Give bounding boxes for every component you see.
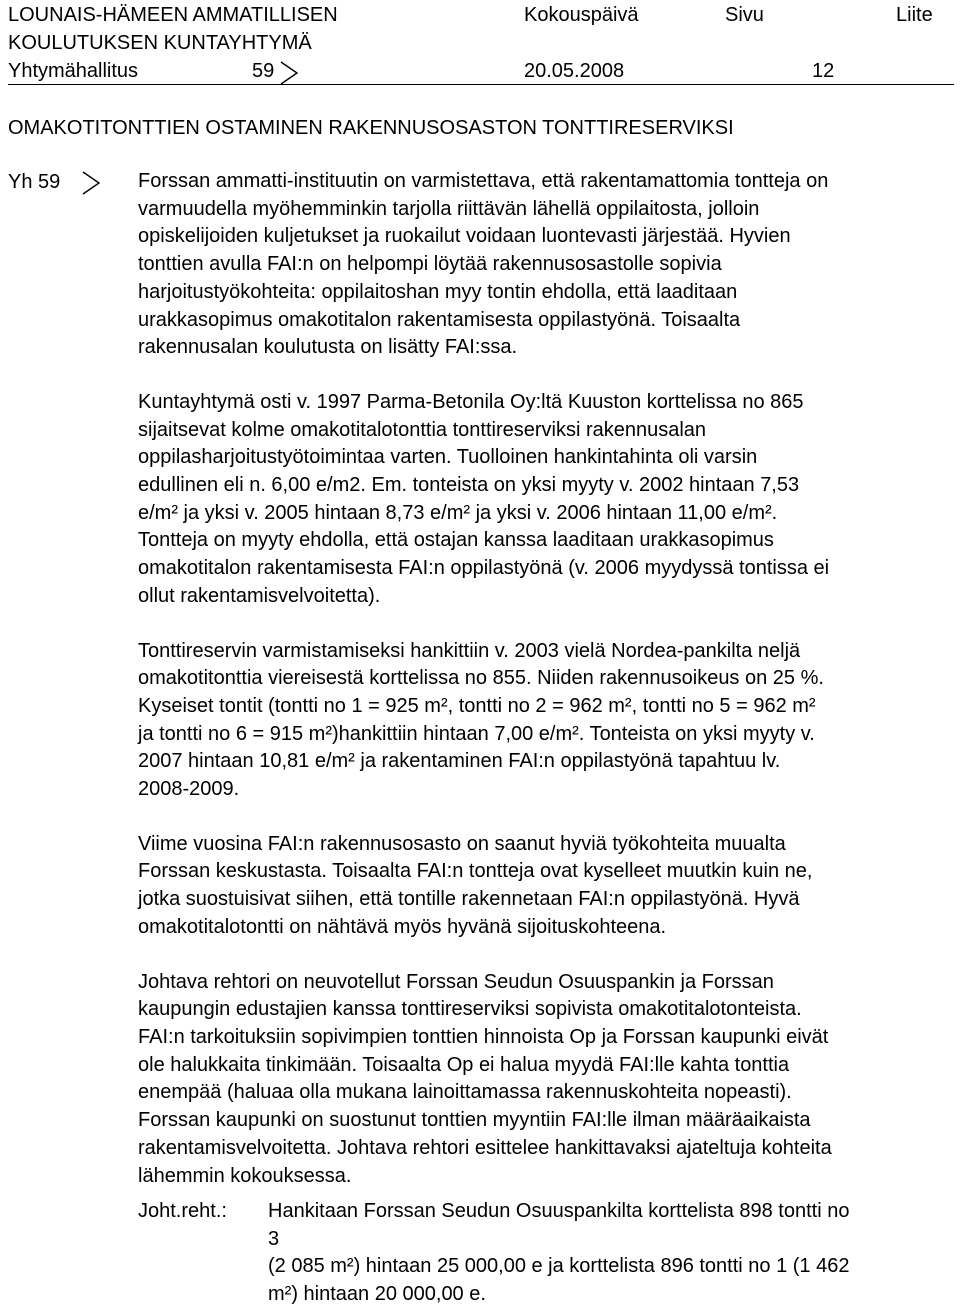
header-row-3 xyxy=(8,58,954,84)
org-name-line1: LOUNAIS-HÄMEEN AMMATILLISEN xyxy=(8,4,338,26)
section-id: Yh 59 xyxy=(8,171,61,193)
paragraph-1: Forssan ammatti-instituutin on varmistettava, että rakentamattomia tontteja on varmuudella myöhemminkin tarjolla riittävän lähellä oppilaitosta, jolloin opiskelijoiden kuljetukset ja ruokailut voidaan luontevasti järjestää. Hyvien tonttien avulla FAI:n on helpompi löytää rakennusosastolle sopivia harjoitustyökohteita: oppilaitoshan myy tontin ehdolla, että laaditaan urakkasopimus omakotitalon rakentamisesta oppilastyönä. Toisaalta rakennusalan koulutusta on lisätty FAI:ssa. xyxy=(138,170,829,359)
section-number: 59 xyxy=(252,60,275,82)
page-number: 12 xyxy=(812,60,835,82)
header-row-2 xyxy=(8,30,954,56)
page-label: Sivu xyxy=(725,4,764,26)
paragraph-3: Tonttireservin varmistamiseksi hankittiin v. 2003 vielä Nordea-pankilta neljä omakotitonttia viereisestä korttelissa no 855. Niiden rakennusoikeus on 25 %. Kyseiset tontit (tontti no 1 = 925 m², tontti no 2 = 962 m², tontti no 5 = 962 m² ja tontti no 6 = 915 m²)hankittiin hintaan 7,00 e/m². Tonteista on yksi myyty v. 2007 hintaan 10,81 e/m² ja rakentaminen FAI:n oppilastyönä tapahtuu lv. 2008-2009. xyxy=(138,639,824,801)
attachment-label: Liite xyxy=(896,4,933,26)
body-text xyxy=(138,168,960,1217)
meeting-date-label: Kokouspäivä xyxy=(524,4,639,26)
section-mark-icon xyxy=(80,170,102,196)
meeting-date: 20.05.2008 xyxy=(524,60,625,82)
section-mark-icon xyxy=(278,60,300,86)
decision-label: Joht.reht.: xyxy=(138,1200,227,1222)
document-title: OMAKOTITONTTIEN OSTAMINEN RAKENNUSOSASTON TONTTIRESERVIKSI xyxy=(8,117,734,139)
paragraph-2: Kuntayhtymä osti v. 1997 Parma-Betonila Oy:ltä Kuuston korttelissa no 865 sijaitsevat kolme omakotitalotonttia tonttireserviksi rakennusalan oppilasharjoitustyötoimintaa varten. Tuolloinen hankintahinta oli varsin edullinen eli n. 6,00 e/m2. Em. tonteista on yksi myyty v. 2002 hintaan 7,53 e/m² ja yksi v. 2005 hintaan 8,73 e/m² ja yksi v. 2006 hintaan 11,00 e/m². Tontteja on myyty ehdolla, että ostajan kanssa laaditaan urakkasopimus omakotitalon rakentamisesta FAI:n oppilastyönä (v. 2006 myydyssä tontissa ei ollut rakentamisvelvoitetta). xyxy=(138,390,830,607)
paragraph-4: Viime vuosina FAI:n rakennusosasto on saanut hyviä työkohteita muualta Forssan keskustasta. Toisaalta FAI:n tontteja ovat kyselleet muutkin kuin ne, jotka suostuisivat siihen, että tontille rakennetaan FAI:n oppilastyönä. Hyvä omakotitalotontti on nähtävä myös hyvänä sijoituskohteena. xyxy=(138,832,813,938)
header-divider xyxy=(8,84,954,85)
org-name-line2: KOULUTUKSEN KUNTAYHTYMÄ xyxy=(8,32,312,54)
paragraph-5: Johtava rehtori on neuvotellut Forssan Seudun Osuuspankin ja Forssan kaupungin edustajien kanssa tonttireserviksi sopivista omakotitalotonteista. FAI:n tarkoituksiin sopivimpien tonttien hinnoista Op ja Forssan kaupunki eivät ole halukkaita tinkimään. Toisaalta Op ei halua myydä FAI:lle kahta tonttia enempää (haluaa olla mukana lainoittamassa rakennuskohteita nopeasti). Forssan kaupunki on suostunut tonttien myyntiin FAI:lle ilman määräaikaista rakentamisvelvoitetta. Johtava rehtori esittelee hankittavaksi ajateltuja kohteita lähemmin kokouksessa. xyxy=(138,970,832,1187)
header-row-1 xyxy=(8,2,954,28)
decision-text: Hankitaan Forssan Seudun Osuuspankilta korttelista 898 tontti no 3 (2 085 m²) hintaan 25 000,00 e ja korttelista 896 tontti no 1 (1 462 m²) hintaan 20 000,00 e. xyxy=(268,1200,850,1306)
body-name: Yhtymähallitus xyxy=(8,60,139,82)
